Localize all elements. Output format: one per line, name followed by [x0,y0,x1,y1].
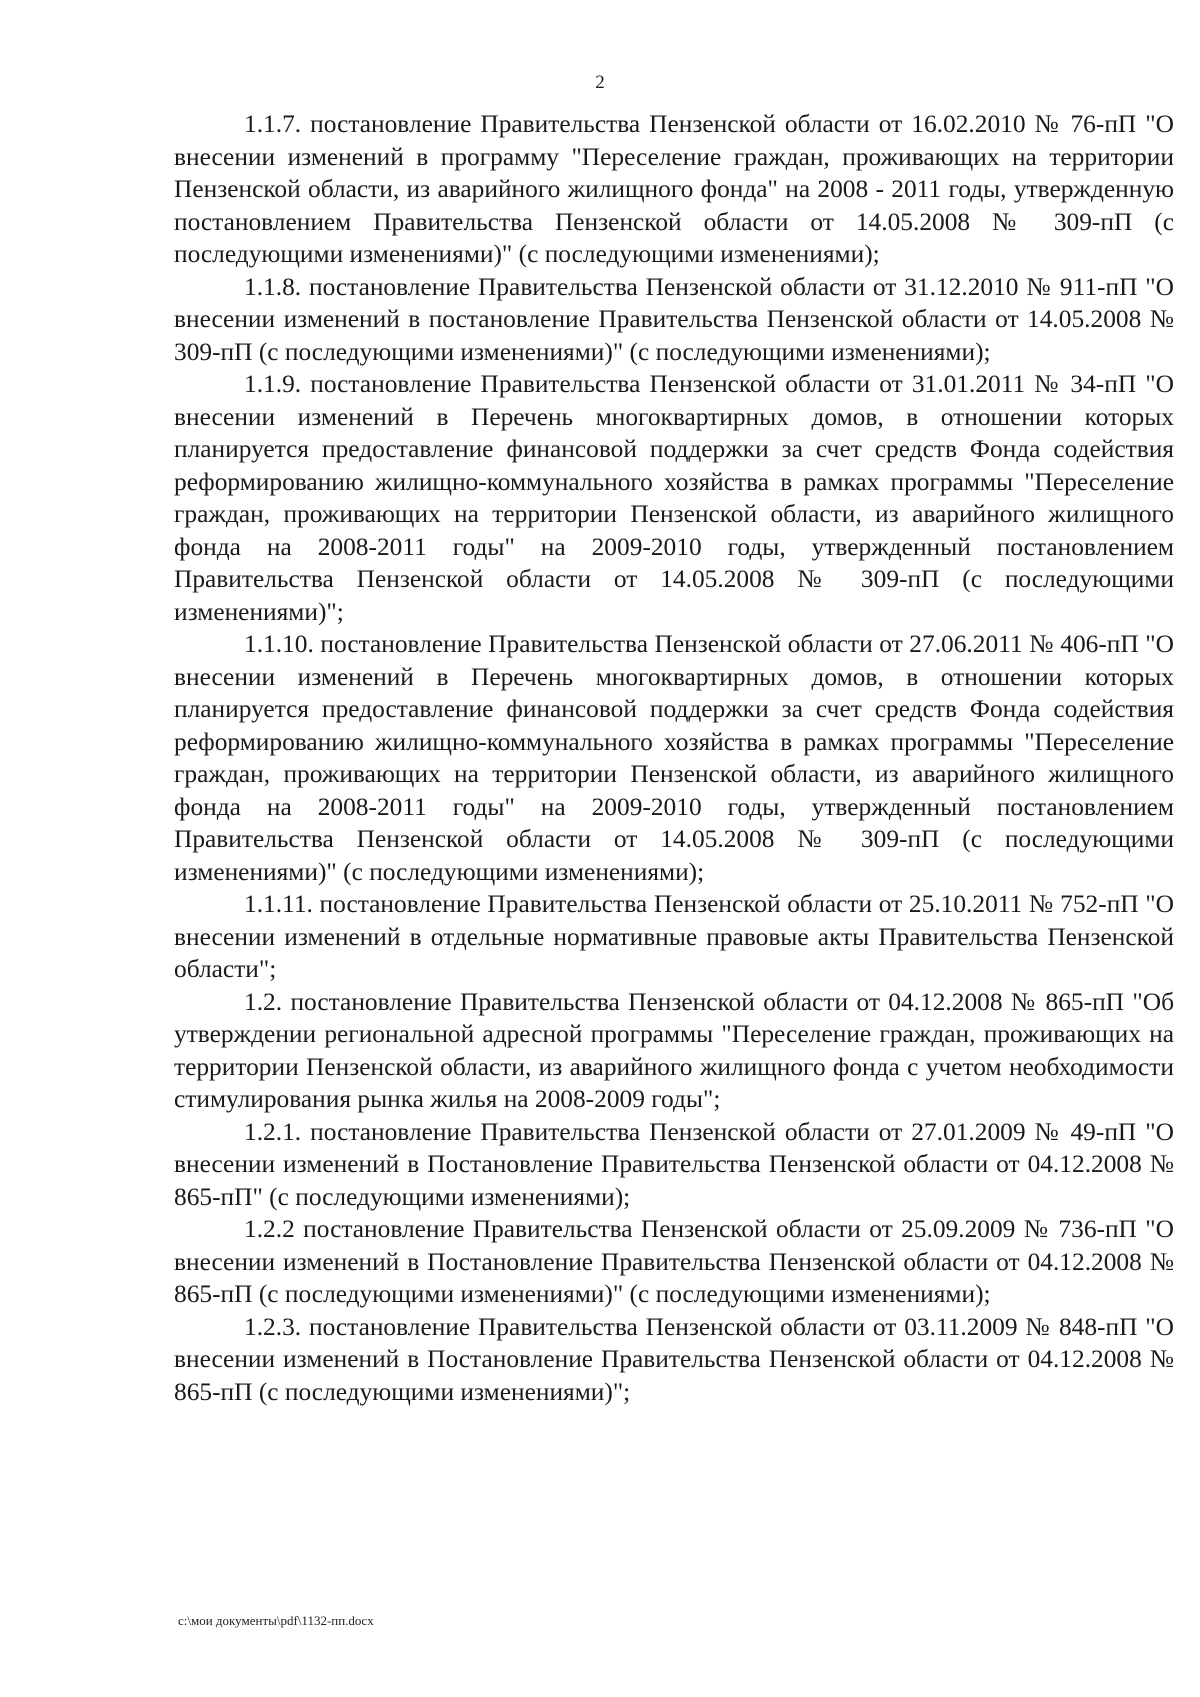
paragraph-1-1-7: 1.1.7. постановление Правительства Пензенской области от 16.02.2010 № 76-пП "О внесении изменений в программу "Переселение граждан, проживающих на территории Пензенской области, из аварийного жилищного фонда" на 2008 - 2011 годы, утвержденную постановлением Правительства Пензенской области от 14.05.2008 № 309-пП (с последующими изменениями)" (с последующими изменениями); [174,110,1174,268]
paragraph-1-2-3: 1.2.3. постановление Правительства Пензенской области от 03.11.2009 № 848-пП "О внесении изменений в Постановление Правительства Пензенской области от 04.12.2008 № 865-пП (с последующими изменениями)"; [174,1312,1174,1406]
paragraph-1-2: 1.2. постановление Правительства Пензенской области от 04.12.2008 № 865-пП "Об утверждении региональной адресной программы "Переселение граждан, проживающих на территории Пензенской области, из аварийного жилищного фонда с учетом необходимости стимулирования рынка жилья на 2008-2009 годы"; [174,987,1174,1113]
paragraph-1-1-9: 1.1.9. постановление Правительства Пензенской области от 31.01.2011 № 34-пП "О внесении изменений в Перечень многоквартирных домов, в отношении которых планируется предоставление финансовой поддержки за счет средств Фонда содействия реформированию жилищно-коммунального хозяйства в рамках программы "Переселение граждан, проживающих на территории Пензенской области, из аварийного жилищного фонда на 2008-2011 годы" на 2009-2010 годы, утвержденный постановлением Правительства Пензенской области от 14.05.2008 № 309-пП (с последующими изменениями)"; [174,370,1174,626]
paragraph-1-2-1: 1.2.1. постановление Правительства Пензенской области от 27.01.2009 № 49-пП "О внесении изменений в Постановление Правительства Пензенской области от 04.12.2008 № 865-пП" (с последующими изменениями); [174,1117,1174,1211]
paragraph-1-1-10: 1.1.10. постановление Правительства Пензенской области от 27.06.2011 № 406-пП "О внесении изменений в Перечень многоквартирных домов, в отношении которых планируется предоставление финансовой поддержки за счет средств Фонда содействия реформированию жилищно-коммунального хозяйства в рамках программы "Переселение граждан, проживающих на территории Пензенской области, из аварийного жилищного фонда на 2008-2011 годы" на 2009-2010 годы, утвержденный постановлением Правительства Пензенской области от 14.05.2008 № 309-пП (с последующими изменениями)" (с последующими изменениями); [174,630,1174,886]
paragraph-1-1-11: 1.1.11. постановление Правительства Пензенской области от 25.10.2011 № 752-пП "О внесении изменений в отдельные нормативные правовые акты Правительства Пензенской области"; [174,890,1174,983]
paragraph-1-2-2: 1.2.2 постановление Правительства Пензенской области от 25.09.2009 № 736-пП "О внесении изменений в Постановление Правительства Пензенской области от 04.12.2008 № 865-пП (с последующими изменениями)" (с последующими изменениями); [174,1215,1174,1308]
paragraph-1-1-8: 1.1.8. постановление Правительства Пензенской области от 31.12.2010 № 911-пП "О внесении изменений в постановление Правительства Пензенской области от 14.05.2008 № 309-пП (с последующими изменениями)" (с последующими изменениями); [174,272,1174,366]
page-number: 2 [595,72,605,93]
document-body [174,108,1174,1408]
footer-file-path: c:\мои документы\pdf\1132-пп.docx [178,1613,374,1628]
